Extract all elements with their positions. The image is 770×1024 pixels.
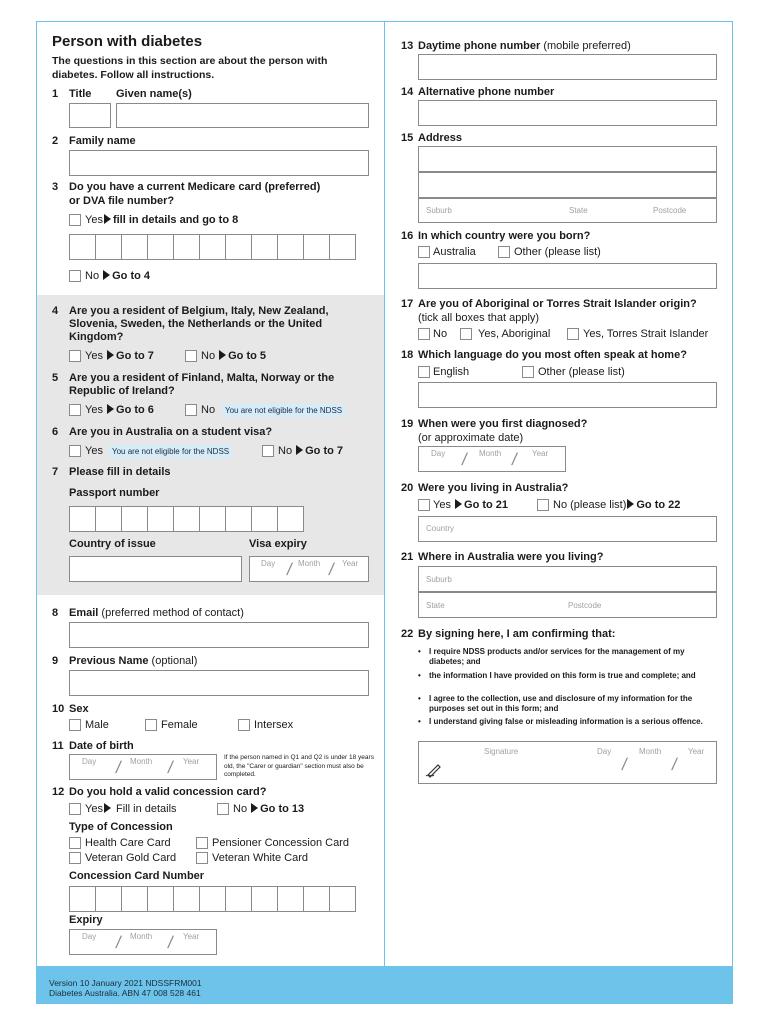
q15-label: Address [418, 132, 463, 144]
q12-type-label: Type of Concession [69, 821, 173, 833]
declaration-item: • the information I have provided on this form is true and complete; and [429, 671, 709, 681]
date-separator: / [166, 933, 175, 952]
signature-placeholder: Signature [484, 747, 519, 756]
q14-label: Alternative phone number [418, 86, 555, 98]
pensioner-card-label: Pensioner Concession Card [212, 837, 349, 849]
q7-passport-label: Passport number [69, 487, 160, 499]
pen-icon [425, 762, 443, 778]
arrow-right-icon [107, 404, 114, 414]
q3-number: 3 [52, 181, 59, 193]
passport-number-grid[interactable] [69, 506, 303, 532]
veteran-gold-card-checkbox[interactable] [69, 852, 81, 864]
q2-number: 2 [52, 135, 59, 147]
country-of-birth-input[interactable] [418, 263, 717, 289]
arrow-right-icon [251, 803, 258, 813]
expiry-day-placeholder: Day [82, 932, 97, 941]
concession-number-grid[interactable] [69, 886, 355, 912]
country-of-issue-input[interactable] [69, 556, 242, 582]
date-separator: / [114, 933, 123, 952]
q8-label-group [69, 607, 244, 619]
q3-no-option [85, 270, 150, 282]
q6-number: 6 [52, 426, 59, 438]
arrow-right-icon [219, 350, 226, 360]
signature-date-box[interactable] [418, 741, 717, 784]
expiry-year-placeholder: Year [183, 932, 200, 941]
visa-year-placeholder: Year [342, 559, 359, 568]
q12-yes-label: Yes [85, 803, 103, 815]
q20-yes-checkbox[interactable] [418, 499, 430, 511]
date-separator: / [460, 450, 469, 469]
q17-label: Are you of Aboriginal or Torres Strait Islander origin? [418, 298, 697, 310]
q4-no-label: No [201, 350, 216, 362]
q6-no-checkbox[interactable] [262, 445, 274, 457]
previous-name-input[interactable] [69, 670, 369, 696]
visa-month-placeholder: Month [298, 559, 321, 568]
aboriginal-label: Yes, Aboriginal [478, 328, 551, 340]
address-state-placeholder: State [569, 206, 588, 215]
q5-no-label: No [201, 404, 216, 416]
address-line2-input[interactable] [418, 172, 717, 198]
torres-strait-label: Yes, Torres Strait Islander [583, 328, 709, 340]
q5-not-eligible-note: You are not eligible for the NDSS [222, 404, 345, 417]
q6-yes-label: Yes [85, 445, 103, 457]
atsi-no-checkbox[interactable] [418, 328, 430, 340]
q3-yes-instruction: fill in details and go to 8 [112, 214, 239, 226]
q18-label: Which language do you most often speak at home? [418, 349, 687, 361]
q12-expiry-label: Expiry [69, 914, 103, 926]
q22-number: 22 [401, 628, 414, 640]
sex-intersex-checkbox[interactable] [238, 719, 250, 731]
q6-label: Are you in Australia on a student visa? [69, 426, 273, 438]
q5-number: 5 [52, 372, 59, 384]
date-of-birth-input[interactable] [69, 754, 217, 780]
q3-line1: Do you have a current Medicare card (preferred) [69, 181, 321, 193]
q11-label: Date of birth [69, 740, 134, 752]
q12-yes-checkbox[interactable] [69, 803, 81, 815]
lived-suburb-input[interactable] [418, 566, 717, 592]
visa-expiry-input[interactable] [249, 556, 369, 582]
q13-label-group [418, 40, 631, 52]
q4-no-instruction: Go to 5 [228, 350, 267, 362]
q12-number: 12 [52, 786, 65, 798]
medicare-number-grid[interactable] [69, 234, 355, 260]
born-australia-checkbox[interactable] [418, 246, 430, 258]
given-name-input[interactable] [116, 103, 369, 128]
page-footer [37, 966, 732, 1003]
q19-label: When were you first diagnosed? [418, 418, 588, 430]
q7-visa-label: Visa expiry [249, 538, 307, 550]
q19-number: 19 [401, 418, 414, 430]
q4-yes-label: Yes [85, 350, 103, 362]
section-intro: The questions in this section are about the person with diabetes. Follow all instructions. [52, 55, 328, 81]
alternative-phone-input[interactable] [418, 100, 717, 126]
q4-no-checkbox[interactable] [185, 350, 197, 362]
column-divider [384, 22, 385, 966]
q4-line3: Kingdom? [69, 331, 124, 343]
q6-no-option [278, 445, 343, 457]
pensioner-card-checkbox[interactable] [196, 837, 208, 849]
q7-country-label: Country of issue [69, 538, 156, 550]
q4-line2: Slovenia, Sweden, the Netherlands or the United [69, 318, 323, 330]
arrow-right-icon [627, 499, 634, 509]
q5-yes-checkbox[interactable] [69, 404, 81, 416]
dob-month-placeholder: Month [130, 757, 153, 766]
veteran-white-card-label: Veteran White Card [212, 852, 308, 864]
q6-not-eligible-note: You are not eligible for the NDSS [109, 445, 232, 458]
q5-yes-option [85, 404, 154, 416]
q2-label: Family name [69, 135, 136, 147]
date-separator: / [620, 755, 629, 774]
language-other-label: Other (please list) [538, 366, 625, 378]
declaration-item: • I agree to the collection, use and disclosure of my information for the purposes set out in this form; and [429, 694, 709, 714]
q16-number: 16 [401, 230, 414, 242]
q5-line2: Republic of Ireland? [69, 385, 175, 397]
q13-hint: (mobile preferred) [543, 40, 631, 52]
arrow-right-icon [296, 445, 303, 455]
sex-male-checkbox[interactable] [69, 719, 81, 731]
q17-number: 17 [401, 298, 414, 310]
q5-yes-instruction: Go to 6 [116, 404, 154, 416]
date-separator: / [670, 755, 679, 774]
q20-number: 20 [401, 482, 414, 494]
q4-no-option [201, 350, 266, 362]
q8-number: 8 [52, 607, 59, 619]
torres-strait-checkbox[interactable] [567, 328, 579, 340]
language-english-checkbox[interactable] [418, 366, 430, 378]
section-title: Person with diabetes [52, 33, 203, 50]
arrow-right-icon [107, 350, 114, 360]
q3-yes-label: Yes [85, 214, 103, 226]
sign-month-placeholder: Month [639, 747, 662, 756]
declaration-item: • I require NDSS products and/or services for the management of my diabetes; and [429, 647, 709, 667]
footer-abn: Diabetes Australia. ABN 47 008 528 461 [49, 988, 201, 998]
q1-number: 1 [52, 88, 59, 100]
lived-postcode-placeholder: Postcode [568, 601, 602, 610]
q4-number: 4 [52, 305, 59, 317]
email-input[interactable] [69, 622, 369, 648]
declaration-item: • I understand giving false or misleading information is a serious offence. [429, 717, 709, 727]
q12-no-checkbox[interactable] [217, 803, 229, 815]
q21-label: Where in Australia were you living? [418, 551, 604, 563]
q4-line1: Are you a resident of Belgium, Italy, New Zealand, [69, 305, 329, 317]
q3-no-instruction: Go to 4 [112, 270, 151, 282]
arrow-right-icon [104, 214, 111, 224]
arrow-right-icon [455, 499, 462, 509]
dob-day-placeholder: Day [82, 757, 97, 766]
q20-no-instruction: Go to 22 [636, 499, 681, 511]
date-separator: / [510, 450, 519, 469]
address-line1-input[interactable] [418, 146, 717, 172]
language-english-label: English [433, 366, 470, 378]
q8-label: Email [69, 607, 99, 619]
date-separator: / [114, 758, 123, 777]
dob-year-placeholder: Year [183, 757, 200, 766]
q20-no-checkbox[interactable] [537, 499, 549, 511]
q9-label-group [69, 655, 197, 667]
date-separator: / [285, 560, 294, 579]
q9-hint: (optional) [151, 655, 198, 667]
q3-no-checkbox[interactable] [69, 270, 81, 282]
q12-number-label: Concession Card Number [69, 870, 205, 882]
health-care-card-checkbox[interactable] [69, 837, 81, 849]
q20-yes-instruction: Go to 21 [464, 499, 509, 511]
veteran-white-card-checkbox[interactable] [196, 852, 208, 864]
address-postcode-placeholder: Postcode [653, 206, 687, 215]
title-input[interactable] [69, 103, 111, 128]
q15-number: 15 [401, 132, 414, 144]
q3-yes-checkbox[interactable] [69, 214, 81, 226]
q20-no-label: No (please list) [553, 499, 627, 511]
concession-expiry-input[interactable] [69, 929, 217, 955]
q7-label: Please fill in details [69, 466, 171, 478]
family-name-input[interactable] [69, 150, 369, 176]
q9-number: 9 [52, 655, 59, 667]
q5-yes-label: Yes [85, 404, 103, 416]
address-suburb-placeholder: Suburb [426, 206, 452, 215]
q12-yes-instruction: Fill in details [116, 803, 177, 815]
q6-yes-checkbox[interactable] [69, 445, 81, 457]
q20-no-option [553, 499, 680, 511]
q17-hint: (tick all boxes that apply) [418, 312, 540, 324]
q3-line2: or DVA file number? [69, 195, 175, 207]
health-care-card-label: Health Care Card [85, 837, 171, 849]
q13-number: 13 [401, 40, 414, 52]
q9-label: Previous Name [69, 655, 149, 667]
arrow-right-icon [104, 803, 111, 813]
diagnosis-date-input[interactable] [418, 446, 566, 472]
born-other-label: Other (please list) [514, 246, 601, 258]
lived-country-placeholder: Country [426, 524, 455, 533]
sex-intersex-label: Intersex [254, 719, 294, 731]
q13-label: Daytime phone number [418, 40, 541, 52]
veteran-gold-card-label: Veteran Gold Card [85, 852, 177, 864]
q20-yes-label: Yes [433, 499, 451, 511]
diag-day-placeholder: Day [431, 449, 446, 458]
q18-number: 18 [401, 349, 414, 361]
lived-suburb-placeholder: Suburb [426, 575, 452, 584]
aboriginal-checkbox[interactable] [460, 328, 472, 340]
expiry-month-placeholder: Month [130, 932, 153, 941]
lived-state-postcode-input[interactable] [418, 592, 717, 618]
q10-number: 10 [52, 703, 65, 715]
q4-yes-instruction: Go to 7 [116, 350, 154, 362]
q6-no-instruction: Go to 7 [305, 445, 344, 457]
sign-year-placeholder: Year [688, 747, 705, 756]
q1-title-label: Title [69, 88, 92, 100]
q12-no-instruction: Go to 13 [260, 803, 305, 815]
q12-no-label: No [233, 803, 248, 815]
lived-country-input[interactable] [418, 516, 717, 542]
visa-day-placeholder: Day [261, 559, 276, 568]
q3-no-label: No [85, 270, 100, 282]
q7-number: 7 [52, 466, 59, 478]
q12-label: Do you hold a valid concession card? [69, 786, 267, 798]
sign-day-placeholder: Day [597, 747, 612, 756]
daytime-phone-input[interactable] [418, 54, 717, 80]
lived-state-placeholder: State [426, 601, 445, 610]
language-other-checkbox[interactable] [522, 366, 534, 378]
q5-no-checkbox[interactable] [185, 404, 197, 416]
date-separator: / [166, 758, 175, 777]
q19-hint: (or approximate date) [418, 432, 524, 444]
sex-male-label: Male [85, 719, 109, 731]
date-separator: / [327, 560, 336, 579]
q20-yes-option [433, 499, 508, 511]
q16-label: In which country were you born? [418, 230, 591, 242]
q8-hint: (preferred method of contact) [101, 607, 244, 619]
q12-no-option [233, 803, 304, 815]
q22-label: By signing here, I am confirming that: [418, 628, 616, 640]
q3-yes-option [85, 214, 238, 226]
born-other-checkbox[interactable] [498, 246, 510, 258]
q6-no-label: No [278, 445, 293, 457]
q5-line1: Are you a resident of Finland, Malta, Norway or the [69, 372, 335, 384]
q21-number: 21 [401, 551, 414, 563]
address-locality-input[interactable] [418, 198, 717, 223]
sex-female-label: Female [161, 719, 198, 731]
q4-yes-option [85, 350, 154, 362]
q14-number: 14 [401, 86, 414, 98]
born-australia-label: Australia [433, 246, 476, 258]
q4-yes-checkbox[interactable] [69, 350, 81, 362]
q11-carer-note: If the person named in Q1 and Q2 is under 18 years old, the "Carer or guardian" section must also be completed. [224, 754, 374, 778]
q10-label: Sex [69, 703, 89, 715]
q11-number: 11 [52, 740, 64, 752]
q20-label: Were you living in Australia? [418, 482, 569, 494]
diag-year-placeholder: Year [532, 449, 549, 458]
language-other-input[interactable] [418, 382, 717, 408]
sex-female-checkbox[interactable] [145, 719, 157, 731]
footer-version: Version 10 January 2021 NDSSFRM001 [49, 978, 202, 988]
q12-yes-option [85, 803, 177, 815]
atsi-no-label: No [433, 328, 448, 340]
diag-month-placeholder: Month [479, 449, 502, 458]
q1-given-label: Given name(s) [116, 88, 192, 100]
arrow-right-icon [103, 270, 110, 280]
